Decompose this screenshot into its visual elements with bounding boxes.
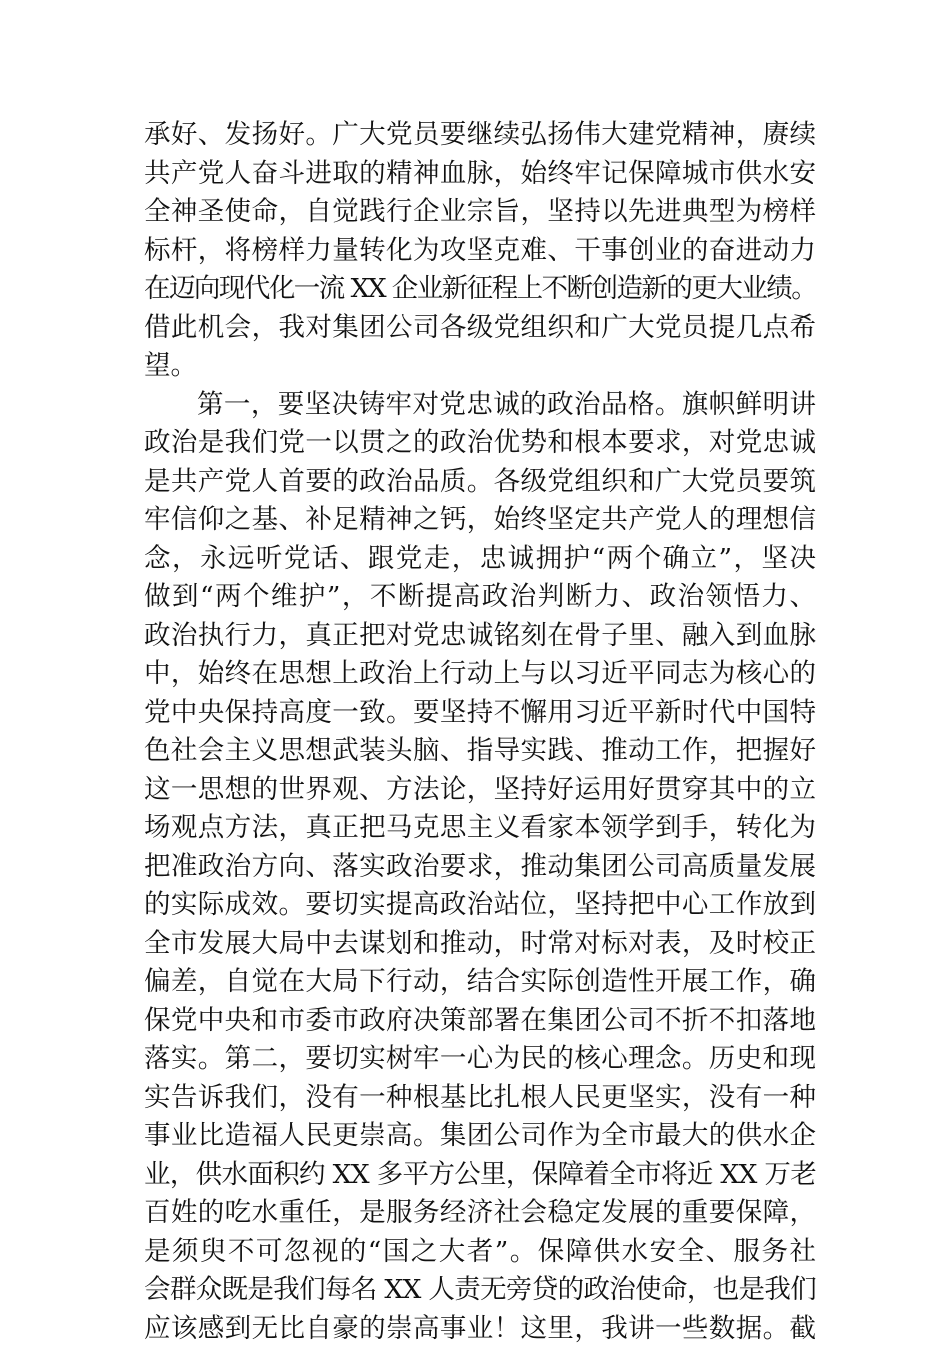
text-line: 实告诉我们，没有一种根基比扎根人民更坚实，没有一种 [144, 1079, 816, 1118]
text-line: 第一，要坚决铸牢对党忠诚的政治品格。旗帜鲜明讲 [144, 386, 816, 425]
text-line: 是须臾不可忽视的“国之大者”。保障供水安全、服务社 [144, 1233, 816, 1272]
text-line: 是共产党人首要的政治品质。各级党组织和广大党员要筑 [144, 463, 816, 502]
text-line: 政治执行力，真正把对党忠诚铭刻在骨子里、融入到血脉 [144, 617, 816, 656]
text-line: 中，始终在思想上政治上行动上与以习近平同志为核心的 [144, 655, 816, 694]
text-line: 把准政治方向、落实政治要求，推动集团公司高质量发展 [144, 848, 816, 887]
text-line: 偏差，自觉在大局下行动，结合实际创造性开展工作，确 [144, 963, 816, 1002]
text-line: 共产党人奋斗进取的精神血脉，始终牢记保障城市供水安 [144, 155, 816, 194]
text-line: 这一思想的世界观、方法论，坚持好运用好贯穿其中的立 [144, 771, 816, 810]
text-line: 场观点方法，真正把马克思主义看家本领学到手，转化为 [144, 809, 816, 848]
text-line: 保党中央和市委市政府决策部署在集团公司不折不扣落地 [144, 1002, 816, 1041]
text-line: 做到“两个维护”，不断提高政治判断力、政治领悟力、 [144, 578, 816, 617]
text-line: 借此机会，我对集团公司各级党组织和广大党员提几点希 [144, 309, 816, 348]
text-line: 的实际成效。要切实提高政治站位，坚持把中心工作放到 [144, 886, 816, 925]
text-line: 落实。第二，要切实树牢一心为民的核心理念。历史和现 [144, 1040, 816, 1079]
text-line: 会群众既是我们每名 XX 人责无旁贷的政治使命，也是我们 [144, 1271, 816, 1310]
text-line: 牢信仰之基、补足精神之钙，始终坚定共产党人的理想信 [144, 501, 816, 540]
text-line: 政治是我们党一以贯之的政治优势和根本要求，对党忠诚 [144, 424, 816, 463]
body-text [144, 116, 816, 1348]
text-line: 承好、发扬好。广大党员要继续弘扬伟大建党精神，赓续 [144, 116, 816, 155]
text-line: 业，供水面积约 XX 多平方公里，保障着全市将近 XX 万老 [144, 1156, 816, 1195]
text-line: 百姓的吃水重任，是服务经济社会稳定发展的重要保障， [144, 1194, 816, 1233]
text-line: 事业比造福人民更崇高。集团公司作为全市最大的供水企 [144, 1117, 816, 1156]
text-line: 全市发展大局中去谋划和推动，时常对标对表，及时校正 [144, 925, 816, 964]
text-line: 在迈向现代化一流 XX 企业新征程上不断创造新的更大业绩。 [144, 270, 816, 309]
text-line: 望。 [144, 347, 816, 386]
text-line: 全神圣使命，自觉践行企业宗旨，坚持以先进典型为榜样 [144, 193, 816, 232]
text-line: 念，永远听党话、跟党走，忠诚拥护“两个确立”，坚决 [144, 540, 816, 579]
text-line: 色社会主义思想武装头脑、指导实践、推动工作，把握好 [144, 732, 816, 771]
text-line: 党中央保持高度一致。要坚持不懈用习近平新时代中国特 [144, 694, 816, 733]
text-line: 标杆，将榜样力量转化为攻坚克难、干事创业的奋进动力 [144, 232, 816, 271]
text-line: 应该感到无比自豪的崇高事业！这里，我讲一些数据。截 [144, 1310, 816, 1348]
